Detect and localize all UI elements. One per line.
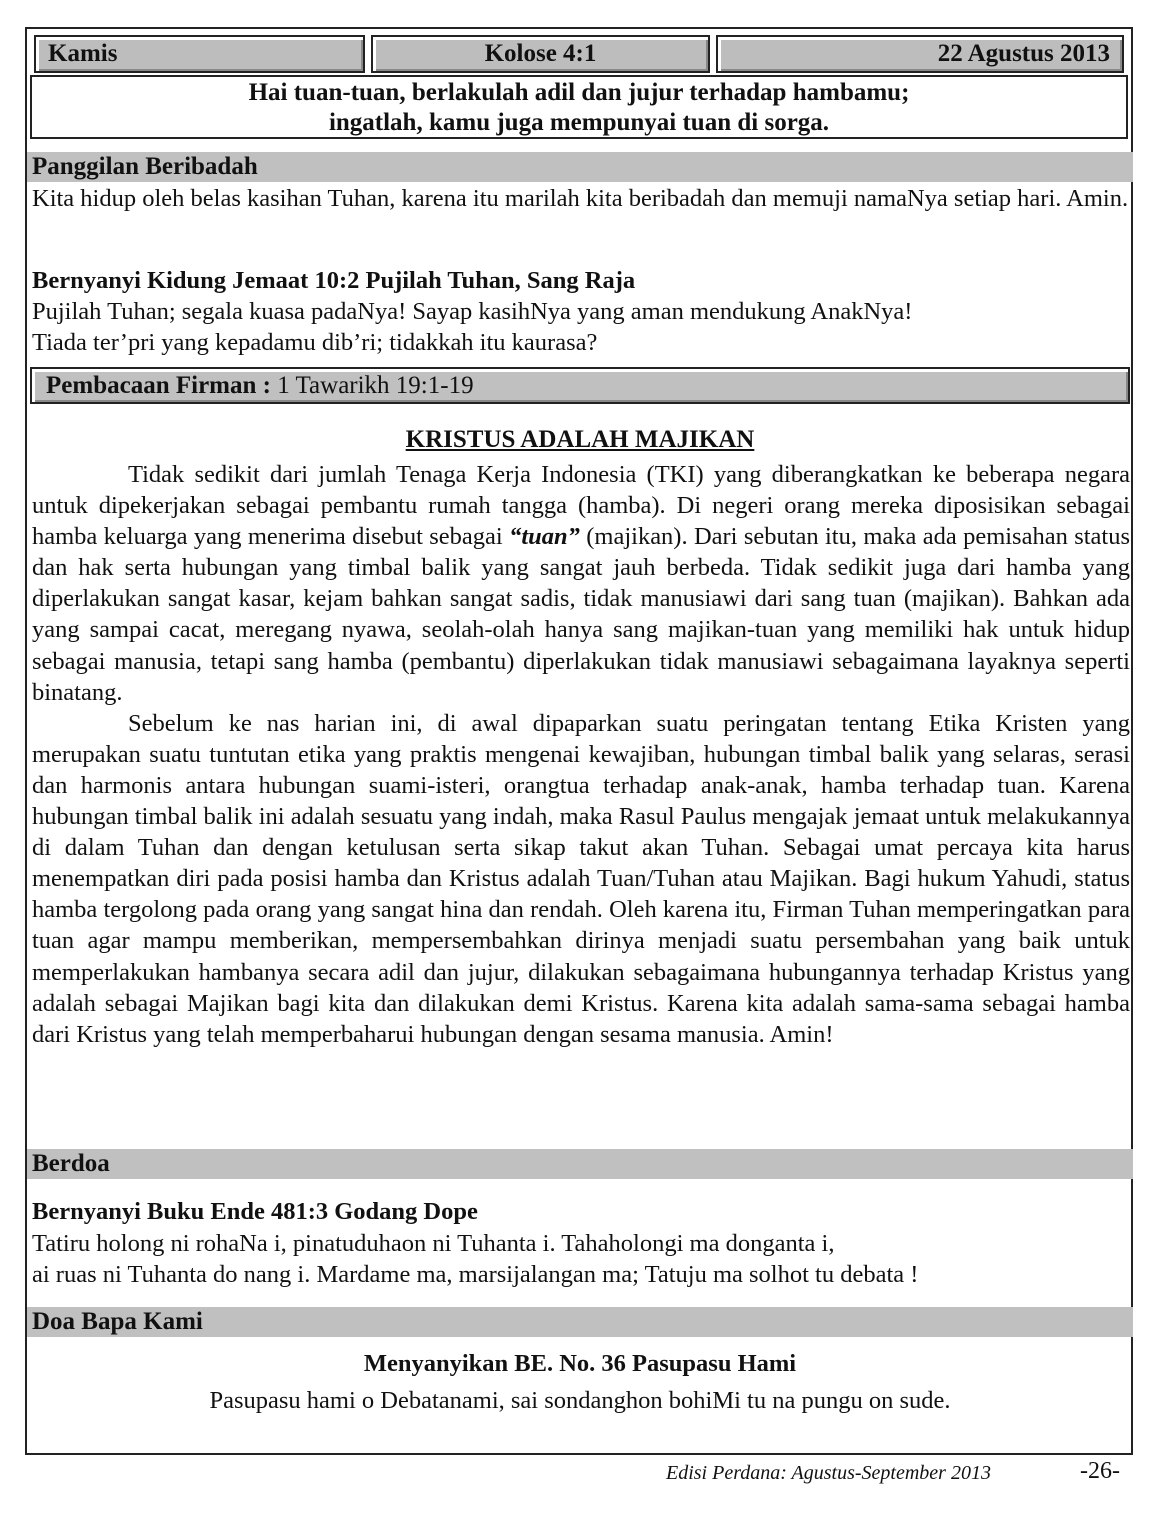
song2-line-2: ai ruas ni Tuhanta do nang i. Mardame ma, marsijalangan ma; Tatuju ma solhot tu debata ! xyxy=(32,1261,919,1288)
page-frame xyxy=(25,27,1133,1455)
verse-line-1: Hai tuan-tuan, berlakulah adil dan jujur terhadap hambamu; xyxy=(248,79,910,106)
header-date: 22 Agustus 2013 xyxy=(716,35,1124,73)
song1-line-2: Tiada ter’pri yang kepadamu dib’ri; tidakkah itu kaurasa? xyxy=(32,329,598,356)
reading-bar xyxy=(30,367,1130,404)
daily-verse xyxy=(30,75,1128,139)
emphasis-tuan: “tuan” xyxy=(509,523,580,551)
reading-label: Pembacaan Firman : xyxy=(46,372,271,399)
sermon-paragraph-2: Sebelum ke nas harian ini, di awal dipaparkan suatu peringatan tentang Etika Kristen yang merupakan suatu tuntutan etika yang praktis mengenai kewajiban, hubungan timbal balik yang selaras, serasi dan harmonis antara hubungan suami-isteri, orangtua terhadap anak-anak, hamba terhadap tuan. Karena hubungan timbal balik ini adalah sesuatu yang indah, maka Rasul Paulus mengajak jemaat untuk melakukannya di dalam Tuhan dan dengan ketulusan serta sikap takut akan Tuhan. Sebagai umat percaya kita harus menempatkan diri pada posisi hamba dan Kristus adalah Tuan/Tuhan atau Majikan. Bagi hukum Yahudi, status hamba tergolong pada orang yang sangat hina dan rendah. Oleh karena itu, Firman Tuhan memperingatkan para tuan agar mampu memberikan, mempersembahkan dirinya menjadi suatu persembahan yang baik untuk memperlakukan hambanya secara adil dan jujur, dilakukan sebagaimana hubungannya terhadap Kristus yang adalah sebagai Majikan bagi kita dan dilakukan demi Kristus. Karena kita adalah sama-sama sebagai hamba dari Kristus yang telah memperbaharui hubungan dengan sesama manusia. Amin! xyxy=(32,709,1130,1048)
header-reference: Kolose 4:1 xyxy=(371,35,710,73)
footer-edition: Edisi Perdana: Agustus-September 2013 xyxy=(666,1462,991,1484)
song2-line-1: Tatiru holong ni rohaNa i, pinatuduhaon ni Tuhanta i. Tahaholongi ma donganta i, xyxy=(32,1230,835,1257)
verse-line-2: ingatlah, kamu juga mempunyai tuan di sorga. xyxy=(328,109,830,136)
song2-title: Bernyanyi Buku Ende 481:3 Godang Dope xyxy=(32,1198,478,1225)
section-lords-prayer: Doa Bapa Kami xyxy=(27,1307,1133,1337)
header-bar xyxy=(34,35,1124,73)
song1-line-1: Pujilah Tuhan; segala kuasa padaNya! Sayap kasihNya yang aman mendukung AnakNya! xyxy=(32,298,913,325)
song1-title: Bernyanyi Kidung Jemaat 10:2 Pujilah Tuhan, Sang Raja xyxy=(32,267,636,294)
call-to-worship-text: Kita hidup oleh belas kasihan Tuhan, karena itu marilah kita beribadah dan memuji namaNya setiap hari. Amin. xyxy=(32,185,1129,212)
song3-line-1: Pasupasu hami o Debatanami, sai sondanghon bohiMi tu na pungu on sude. xyxy=(209,1387,951,1414)
sermon-body xyxy=(32,459,1130,1050)
sermon-paragraph-1: Tidak sedikit dari jumlah Tenaga Kerja Indonesia (TKI) yang diberangkatkan ke beberapa negara untuk dipekerjakan sebagai pembantu rumah tangga (hamba). Di negeri orang mereka diposisikan sebagai hamba keluarga yang menerima disebut sebagai “tuan” (majikan). Dari sebutan itu, maka ada pemisahan status dan hak serta hubungan yang timbal balik yang sangat jauh berbeda. Tidak sedikit juga dari hamba yang diperlakukan sangat kasar, kejam bahkan sangat sadis, tidak manusiawi dari sang tuan (majikan). Bahkan ada yang sampai cacat, meregang nyawa, seolah-olah hanya sang majikan-tuan yang memiliki hak untuk hidup sebagai manusia, tetapi sang hamba (pembantu) diperlakukan tidak manusiawi sebagaimana layaknya seperti binatang. xyxy=(32,461,1130,706)
page-number: -26- xyxy=(1080,1458,1120,1484)
reading-passage: 1 Tawarikh 19:1-19 xyxy=(277,372,474,399)
song3-title: Menyanyikan BE. No. 36 Pasupasu Hami xyxy=(363,1350,797,1377)
header-day: Kamis xyxy=(34,35,365,73)
sermon-title: KRISTUS ADALAH MAJIKAN xyxy=(405,426,755,453)
section-call-to-worship: Panggilan Beribadah xyxy=(27,152,1133,182)
section-prayer: Berdoa xyxy=(27,1149,1133,1179)
